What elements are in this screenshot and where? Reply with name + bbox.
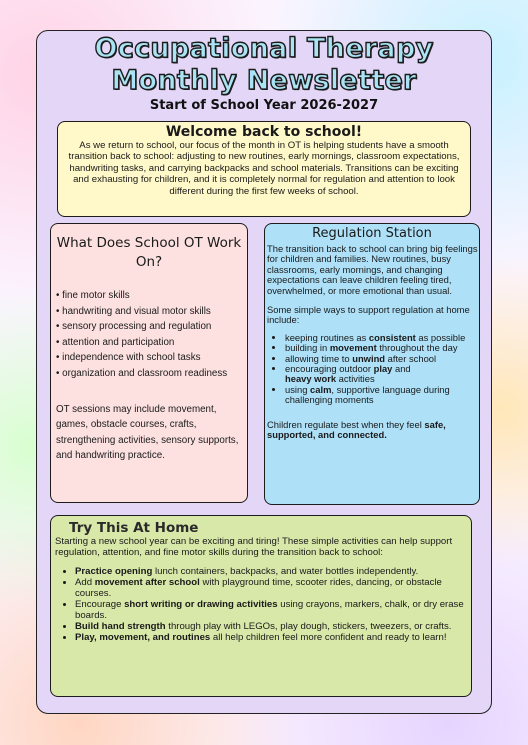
newsletter-title-line1: Occupational Therapy bbox=[94, 33, 434, 64]
ot-work-list bbox=[51, 288, 247, 382]
try-at-home-heading: Try This At Home bbox=[69, 520, 199, 536]
home-activity-item: • Practice opening lunch containers, backpacks, and water bottles independently. bbox=[75, 566, 471, 577]
ot-work-item: • fine motor skills bbox=[56, 290, 130, 301]
home-activity-item: • Build hand strength through play with LEGOs, play dough, stickers, tweezers, or crafts. bbox=[75, 621, 471, 632]
regulation-item: • using calm, supportive language during challenging moments bbox=[285, 385, 479, 406]
regulation-item: • encouraging outdoor play and heavy work activities bbox=[285, 364, 479, 385]
welcome-section bbox=[57, 121, 471, 217]
regulation-item: • allowing time to unwind after school bbox=[285, 354, 479, 364]
ot-work-item: • sensory processing and regulation bbox=[56, 321, 212, 333]
welcome-body: As we return to school, our focus of the month in OT is helping students have a smooth transition back to school: adjusting to new routines, early mornings, classroom expectations, handwriting tasks, and carrying backpacks and school materials. Transitions can be exciting and exhausting for children, and it is completely normal for regulation and attention to look different during the first few weeks of school. bbox=[68, 140, 460, 197]
try-at-home-section bbox=[50, 515, 472, 697]
try-at-home-list bbox=[51, 566, 471, 643]
regulation-section bbox=[264, 223, 480, 505]
welcome-heading: Welcome back to school! bbox=[165, 124, 363, 140]
regulation-item: • building in movement throughout the day bbox=[285, 343, 479, 353]
regulation-ways-intro: Some simple ways to support regulation at home include: bbox=[267, 304, 470, 326]
newsletter-title-line2: Monthly Newsletter bbox=[111, 65, 417, 96]
ot-work-item: • independence with school tasks bbox=[56, 352, 201, 364]
ot-work-section bbox=[50, 223, 248, 503]
ot-work-item: • organization and classroom readiness bbox=[56, 367, 228, 379]
regulation-intro: The transition back to school can bring big feelings for children and families. New routines, busy classrooms, early mornings, and changing expectations can leave children feeling tired, overwhelmed, or more emotional than usual. bbox=[267, 243, 478, 296]
regulation-list bbox=[265, 333, 479, 406]
regulation-heading: Regulation Station bbox=[312, 226, 432, 241]
try-at-home-intro: Starting a new school year can be exciting and tiring! These simple activities can help support regulation, attention, and fine motor skills during the transition back to school: bbox=[55, 536, 453, 558]
home-activity-item: • Add movement after school with playground time, scooter rides, dancing, or obstacle courses. bbox=[75, 577, 471, 599]
ot-work-item: • handwriting and visual motor skills bbox=[56, 305, 211, 317]
home-activity-item: • Play, movement, and routines all help children feel more confident and ready to learn! bbox=[75, 632, 471, 643]
ot-work-item: • attention and participation bbox=[56, 336, 175, 348]
newsletter-subtitle: Start of School Year 2026-2027 bbox=[149, 98, 379, 113]
ot-sessions-text: OT sessions may include movement, games, obstacle courses, crafts, strengthening activities, sensory supports, and handwriting practice. bbox=[56, 403, 239, 462]
home-activity-item: • Encourage short writing or drawing activities using crayons, markers, chalk, or dry erase boards. bbox=[75, 599, 471, 621]
ot-work-heading: What Does School OT Work On? bbox=[56, 235, 242, 270]
regulation-item: • keeping routines as consistent as possible bbox=[285, 333, 479, 343]
regulation-closing: Children regulate best when they feel safe, supported, and connected. bbox=[267, 418, 446, 441]
